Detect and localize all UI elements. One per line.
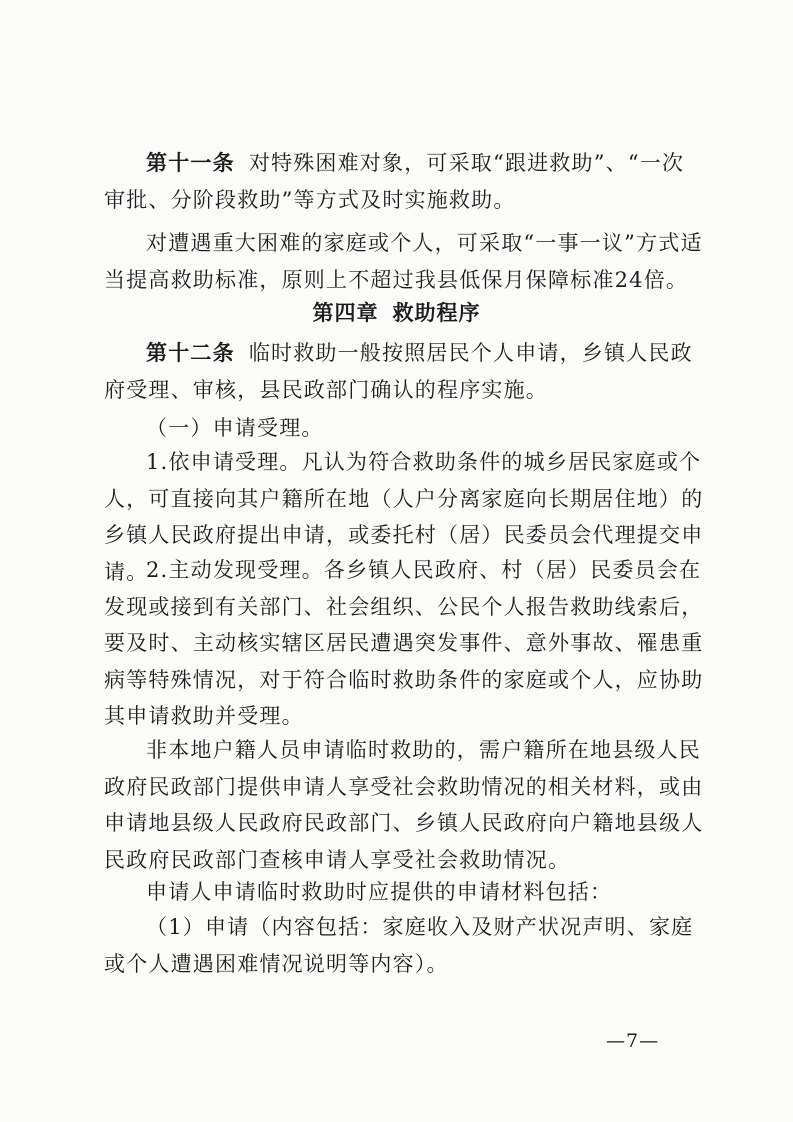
article-12-title: 第十二条 (146, 340, 235, 365)
article-11-paragraph (104, 145, 704, 218)
nonlocal-paragraph: 非本地户籍人员申请临时救助的，需户籍所在地县级人民政府民政部门提供申请人享受社会救助情况的相关材料，或由申请地县级人民政府民政部门、乡镇人民政府向户籍地县级人民政府民政部门查核申请人享受社会救助情况。 (104, 738, 704, 872)
materials-intro: 申请人申请临时救助时应提供的申请材料包括： (146, 880, 613, 904)
major-difficulty-paragraph: 对遭遇重大困难的家庭或个人，可采取“一事一议”方式适当提高救助标准，原则上不超过我县低保月保障标准24倍。 (104, 231, 703, 292)
chapter-4-title: 救助程序 (392, 300, 481, 325)
item-1-paragraph: 1.依申请受理。凡认为符合救助条件的城乡居民家庭或个人，可直接向其户籍所在地（人户分离家庭向长期居住地）的乡镇人民政府提出申请，或委托村（居）民委员会代理提交申请。 (104, 450, 704, 584)
materials-item-1: （1）申请（内容包括：家庭收入及财产状况声明、家庭或个人遭遇困难情况说明等内容）。 (104, 915, 694, 976)
article-11-text: 对特殊困难对象，可采取“跟进救助”、“一次审批、分阶段救助”等方式及时实施救助。 (104, 151, 685, 212)
page-number: —7— (606, 1030, 660, 1052)
item-2-paragraph: 2.主动发现受理。各乡镇人民政府、村（居）民委员会在发现或接到有关部门、社会组织、公民个人报告救助线索后，要及时、主动核实辖区居民遭遇突发事件、意外事故、罹患重病等特殊情况，对于符合临时救助条件的家庭或个人，应协助其申请救助并受理。 (104, 558, 704, 728)
article-11-title: 第十一条 (146, 150, 235, 175)
chapter-4-number: 第四章 (312, 300, 379, 325)
section-1-heading: （一）申请受理。 (146, 416, 324, 440)
article-12-text: 临时救助一般按照居民个人申请，乡镇人民政府受理、审核，县民政部门确认的程序实施。 (104, 341, 693, 402)
article-12-paragraph (104, 335, 704, 408)
chapter-4-heading (0, 297, 793, 327)
